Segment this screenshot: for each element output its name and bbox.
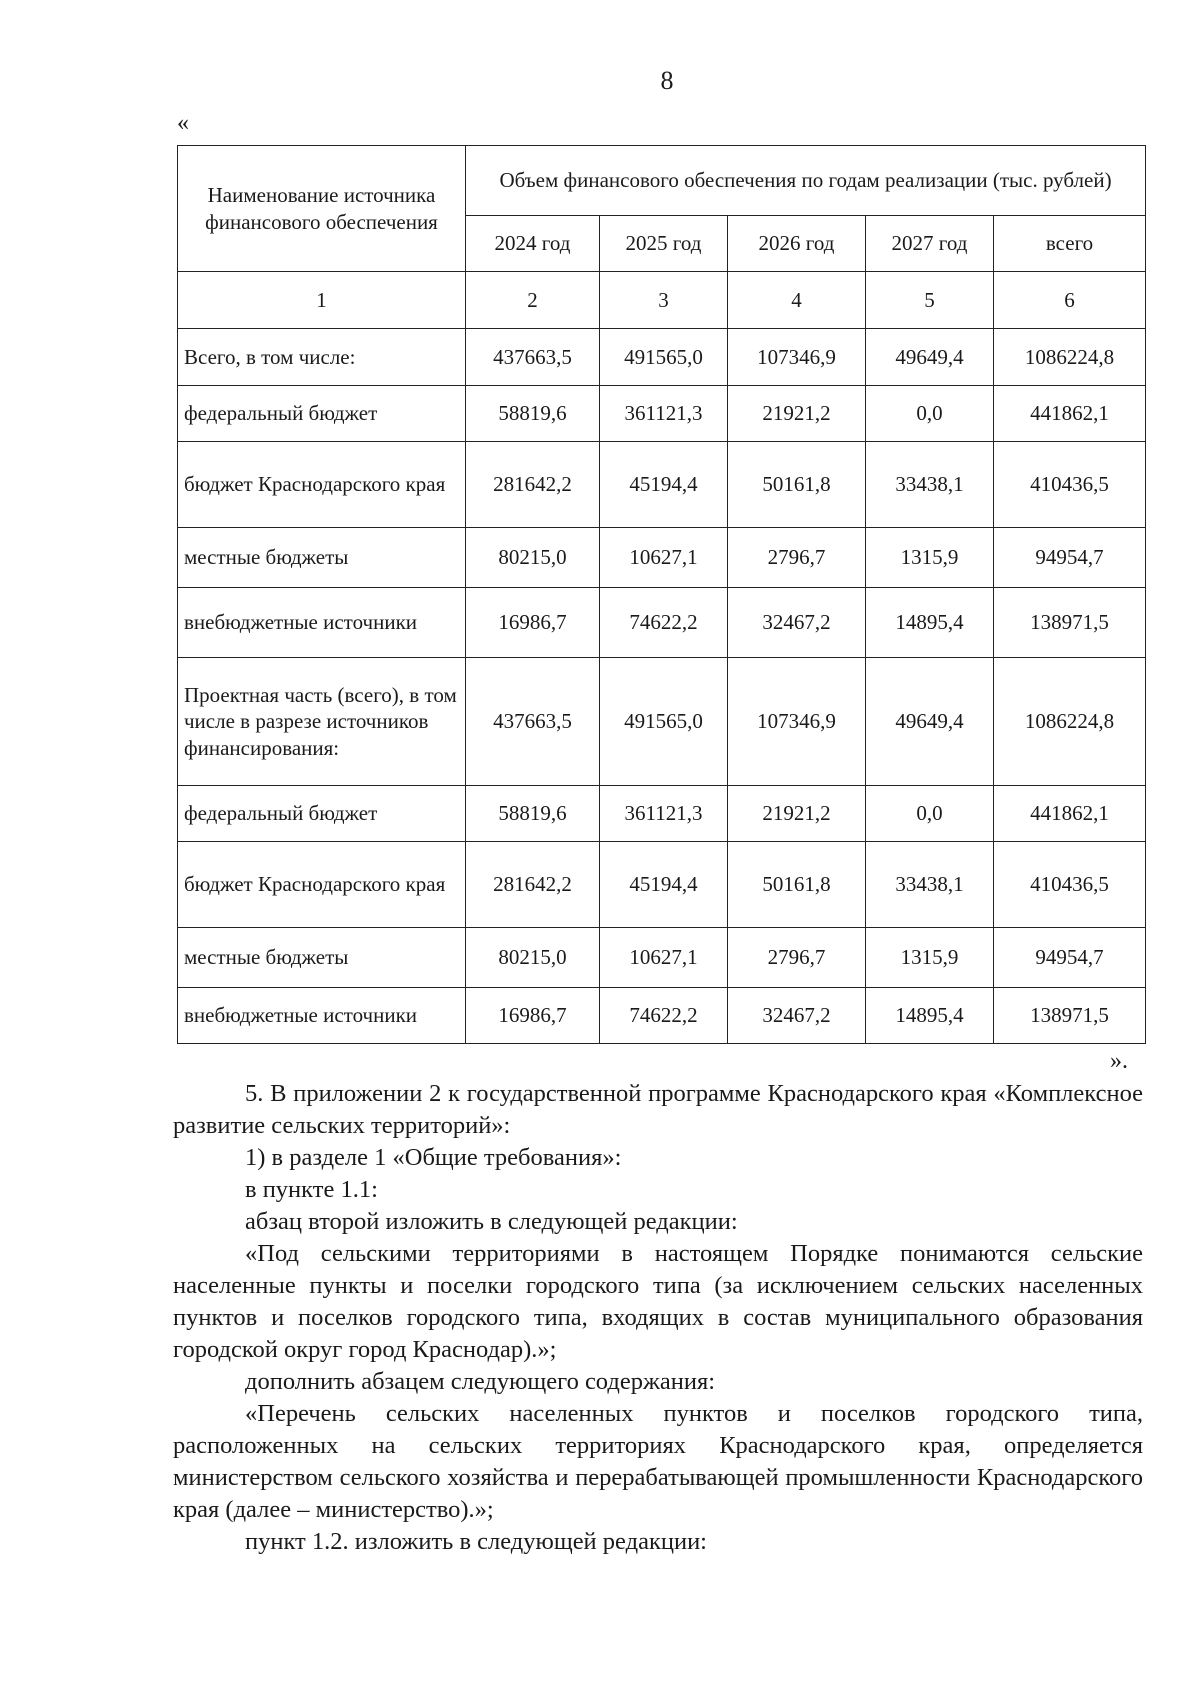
row-value: 49649,4: [866, 329, 994, 386]
column-number: 3: [600, 272, 728, 329]
row-total: 441862,1: [994, 386, 1146, 442]
row-value: 49649,4: [866, 658, 994, 786]
row-value: 80215,0: [466, 528, 600, 588]
row-value: 14895,4: [866, 988, 994, 1044]
row-value: 80215,0: [466, 928, 600, 988]
paragraph: 5. В приложении 2 к государственной программе Краснодарского края «Комплексное развитие сельских территорий»:: [173, 1080, 1143, 1139]
row-value: 45194,4: [600, 842, 728, 928]
row-total: 138971,5: [994, 588, 1146, 658]
row-value: 0,0: [866, 786, 994, 842]
row-value: 10627,1: [600, 528, 728, 588]
row-value: 32467,2: [728, 988, 866, 1044]
header-volume-title: Объем финансового обеспечения по годам реализации (тыс. рублей): [466, 146, 1146, 216]
paragraph: «Под сельскими территориями в настоящем Порядке понимаются сельские населенные пункты и поселки городского типа (за исключением сельских населенных пунктов и поселков городского типа, входящих в состав муниципального образования городской округ город Краснодар).»;: [173, 1240, 1143, 1363]
row-value: 58819,6: [466, 786, 600, 842]
header-year: 2026 год: [728, 216, 866, 272]
row-value: 33438,1: [866, 842, 994, 928]
row-value: 16986,7: [466, 988, 600, 1044]
row-value: 107346,9: [728, 658, 866, 786]
row-value: 0,0: [866, 386, 994, 442]
column-number: 1: [178, 272, 466, 329]
paragraph: абзац второй изложить в следующей редакции:: [245, 1208, 738, 1235]
row-value: 2796,7: [728, 528, 866, 588]
paragraph: «Перечень сельских населенных пунктов и поселков городского типа, расположенных на сельских территориях Краснодарского края, определяется министерством сельского хозяйства и перерабатывающей промышленности Краснодарского края (далее – министерство).»;: [173, 1400, 1143, 1523]
row-value: 74622,2: [600, 988, 728, 1044]
row-total: 1086224,8: [994, 329, 1146, 386]
row-value: 74622,2: [600, 588, 728, 658]
table-row: [178, 988, 1146, 1044]
column-number: 4: [728, 272, 866, 329]
row-source-name: Проектная часть (всего), в том числе в разрезе источников финансирования:: [178, 658, 466, 786]
row-value: 33438,1: [866, 442, 994, 528]
row-source-name: внебюджетные источники: [178, 588, 466, 658]
table-close-quote: ».: [1110, 1048, 1128, 1074]
row-source-name: бюджет Краснодарского края: [178, 442, 466, 528]
paragraph: в пункте 1.1:: [245, 1176, 378, 1203]
row-total: 441862,1: [994, 786, 1146, 842]
row-value: 21921,2: [728, 386, 866, 442]
row-value: 45194,4: [600, 442, 728, 528]
row-total: 410436,5: [994, 442, 1146, 528]
row-value: 361121,3: [600, 786, 728, 842]
row-total: 94954,7: [994, 528, 1146, 588]
paragraph: пункт 1.2. изложить в следующей редакции:: [245, 1528, 707, 1555]
row-value: 107346,9: [728, 329, 866, 386]
table-row: [178, 588, 1146, 658]
column-number: 2: [466, 272, 600, 329]
row-total: 1086224,8: [994, 658, 1146, 786]
row-value: 437663,5: [466, 329, 600, 386]
row-source-name: федеральный бюджет: [178, 786, 466, 842]
row-value: 281642,2: [466, 442, 600, 528]
table-row: [178, 842, 1146, 928]
row-value: 1315,9: [866, 528, 994, 588]
row-value: 2796,7: [728, 928, 866, 988]
row-value: 281642,2: [466, 842, 600, 928]
table-row: [178, 928, 1146, 988]
paragraph: 1) в разделе 1 «Общие требования»:: [245, 1144, 622, 1171]
row-source-name: внебюджетные источники: [178, 988, 466, 1044]
row-total: 138971,5: [994, 988, 1146, 1044]
table-row: [178, 386, 1146, 442]
header-total: всего: [994, 216, 1146, 272]
header-year: 2027 год: [866, 216, 994, 272]
row-value: 32467,2: [728, 588, 866, 658]
row-value: 361121,3: [600, 386, 728, 442]
row-value: 437663,5: [466, 658, 600, 786]
column-number: 5: [866, 272, 994, 329]
row-value: 491565,0: [600, 329, 728, 386]
page-number: 8: [660, 66, 674, 95]
financing-table: [177, 145, 1146, 1044]
document-body: [173, 1078, 1143, 1558]
paragraph: дополнить абзацем следующего содержания:: [245, 1368, 716, 1395]
table-row: [178, 658, 1146, 786]
header-source-name: Наименование источника финансового обеспечения: [178, 146, 466, 272]
row-value: 58819,6: [466, 386, 600, 442]
row-value: 10627,1: [600, 928, 728, 988]
row-value: 50161,8: [728, 842, 866, 928]
table-row: [178, 329, 1146, 386]
row-source-name: бюджет Краснодарского края: [178, 842, 466, 928]
row-source-name: Всего, в том числе:: [178, 329, 466, 386]
row-source-name: местные бюджеты: [178, 528, 466, 588]
row-total: 94954,7: [994, 928, 1146, 988]
column-number: 6: [994, 272, 1146, 329]
row-value: 1315,9: [866, 928, 994, 988]
row-value: 50161,8: [728, 442, 866, 528]
row-total: 410436,5: [994, 842, 1146, 928]
row-value: 491565,0: [600, 658, 728, 786]
table-row: [178, 786, 1146, 842]
table-row: [178, 528, 1146, 588]
header-year: 2024 год: [466, 216, 600, 272]
table-row: [178, 442, 1146, 528]
header-year: 2025 год: [600, 216, 728, 272]
row-value: 14895,4: [866, 588, 994, 658]
table-open-quote: «: [177, 110, 189, 136]
row-source-name: местные бюджеты: [178, 928, 466, 988]
row-source-name: федеральный бюджет: [178, 386, 466, 442]
row-value: 16986,7: [466, 588, 600, 658]
row-value: 21921,2: [728, 786, 866, 842]
